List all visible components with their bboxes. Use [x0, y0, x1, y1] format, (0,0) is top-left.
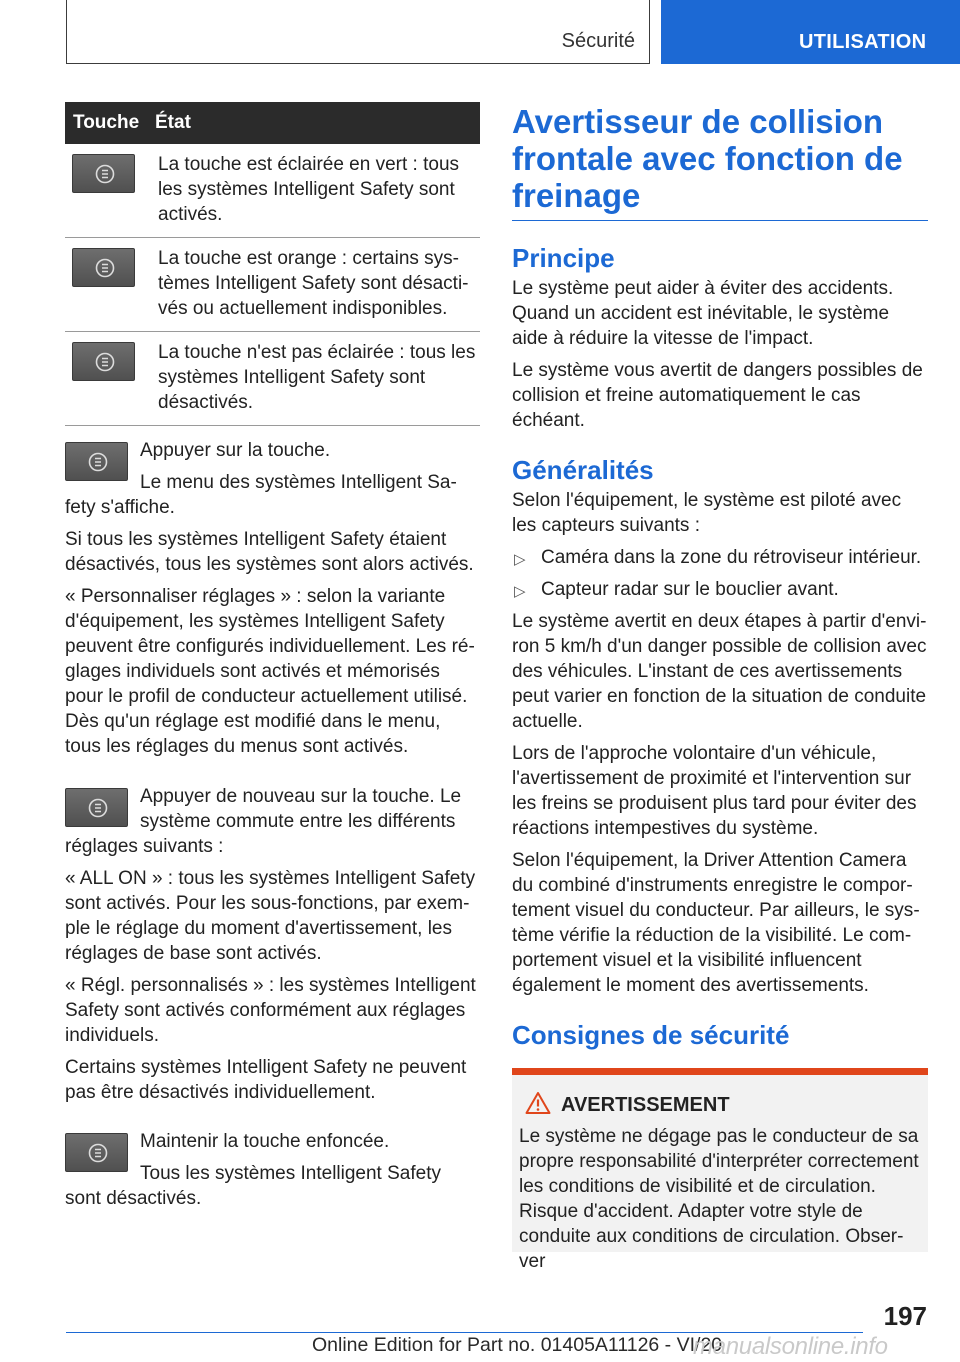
subheading-principe: Principe — [512, 243, 615, 273]
paragraph: Le menu des systèmes Intelligent Safety s'affiche. — [65, 472, 457, 518]
chapter-tab[interactable] — [661, 0, 960, 64]
right-column — [512, 103, 928, 1272]
paragraph: Lors de l'approche volontaire d'un véhicule, l'avertissement de proximité et l'intervention sur les freins se produisent plus tard pour éviter des réactions intempestives du système. — [512, 743, 917, 839]
column-header-state: État — [155, 102, 480, 144]
table-cell-state: La touche n'est pas éclairée : tous les systèmes Intelligent Safety sont désactivés. — [155, 332, 480, 426]
paragraph: Maintenir la touche enfoncée. — [140, 1131, 390, 1152]
intelligent-safety-button-icon — [65, 442, 128, 481]
paragraph: Le système avertit en deux étapes à partir d'environ 5 km/h d'un danger possible de collision avec des véhicules. L'instant de ces avertissements peut varier en fonction de la situation de conduite actuelle. — [512, 611, 927, 732]
intelligent-safety-button-icon — [72, 342, 135, 381]
paragraph: Selon l'équipement, le système est piloté avec les capteurs suivants : — [512, 490, 902, 536]
section-title: Sécurité — [561, 30, 635, 52]
list-item: ▷ Capteur radar sur le bouclier avant. — [512, 577, 928, 602]
paragraph: Le système vous avertit de dangers possibles de collision et freine automatiquement le cas échéant. — [512, 360, 923, 431]
header-box — [66, 0, 650, 64]
paragraph: Appuyer de nouveau sur la touche. Le système commute entre les différents réglages suivants : — [65, 786, 462, 857]
table-row — [65, 332, 480, 426]
paragraph: Tous les systèmes Intelligent Safety sont désactivés. — [65, 1163, 441, 1209]
paragraph: Certains systèmes Intelligent Safety ne peuvent pas être désactivés individuellement. — [65, 1057, 467, 1103]
warning-text: Le système ne dégage pas le conducteur de sa propre responsabilité d'interpréter correctement les conditions de visibilité et de circulation. Risque d'accident. Adapter votre style de conduite aux conditions de circulation. Observer — [519, 1126, 919, 1272]
paragraph: « Régl. personnalisés » : les systèmes Intelligent Safety sont activés conformément aux réglages individuels. — [65, 975, 476, 1046]
intelligent-safety-button-icon — [65, 1133, 128, 1172]
table-cell-state: La touche est éclairée en vert : tous les systèmes Intelligent Safety sont activés. — [155, 144, 480, 238]
table-row — [65, 238, 480, 332]
triangle-bullet-icon: ▷ — [514, 551, 526, 568]
table-row — [65, 144, 480, 238]
intelligent-safety-button-icon — [65, 788, 128, 827]
paragraph: Appuyer sur la touche. — [140, 440, 331, 461]
press-again-block — [65, 784, 480, 1112]
triangle-bullet-icon: ▷ — [514, 583, 526, 600]
warning-title: AVERTISSEMENT — [561, 1094, 730, 1116]
paragraph: « Personnaliser réglages » : selon la variante d'équipement, les systèmes Intelligent Safety peuvent être configurés individuellement. Les réglages individuels sont activés et mémorisés pour le profil de conducteur actuellement utilisé. Dès qu'un réglage est modifié dans le menu, tous les réglages du menus sont activés. — [65, 586, 475, 757]
press-button-block — [65, 438, 480, 766]
column-header-key: Touche — [65, 102, 155, 144]
warning-triangle-icon — [525, 1091, 551, 1115]
intelligent-safety-button-icon — [72, 154, 135, 193]
hold-button-block — [65, 1129, 480, 1218]
paragraph: Si tous les systèmes Intelligent Safety étaient désactivés, tous les systèmes sont alors activés. — [65, 529, 474, 575]
section-heading: Avertisseur de collision frontale avec fonction de freinage — [512, 103, 928, 221]
warning-box — [512, 1068, 928, 1272]
page-number: 197 — [883, 1301, 927, 1331]
edition-text: Online Edition for Part no. 01405A11126 - VI/20 — [312, 1334, 723, 1356]
paragraph: « ALL ON » : tous les systèmes Intelligent Safety sont activés. Pour les sous-fonctions, par exemple le réglage du moment d'avertissement, les réglages de base sont activés. — [65, 868, 476, 964]
watermark: manualsonline.info — [693, 1333, 888, 1360]
key-state-table — [65, 102, 480, 426]
subheading-consignes: Consignes de sécurité — [512, 1020, 790, 1050]
list-item: ▷ Caméra dans la zone du rétroviseur intérieur. — [512, 545, 928, 570]
key-state-table-wrap — [65, 102, 480, 426]
subheading-generalites: Généralités — [512, 455, 654, 485]
paragraph: Le système peut aider à éviter des accidents. Quand un accident est inévitable, le système aide à réduire la vitesse de l'impact. — [512, 278, 894, 349]
chapter-label: UTILISATION — [799, 31, 927, 53]
table-cell-state: La touche est orange : certains systèmes Intelligent Safety sont désactivés ou actuellement indisponibles. — [155, 238, 480, 332]
paragraph: Selon l'équipement, la Driver Attention Camera du combiné d'instruments enregistre le comportement visuel du conducteur. Par ailleurs, le système vérifie la réduction de la visibilité. Le comportement visuel et la visibilité influencent également le moment des avertissements. — [512, 850, 920, 996]
intelligent-safety-button-icon — [72, 248, 135, 287]
table-header-row — [65, 102, 480, 144]
